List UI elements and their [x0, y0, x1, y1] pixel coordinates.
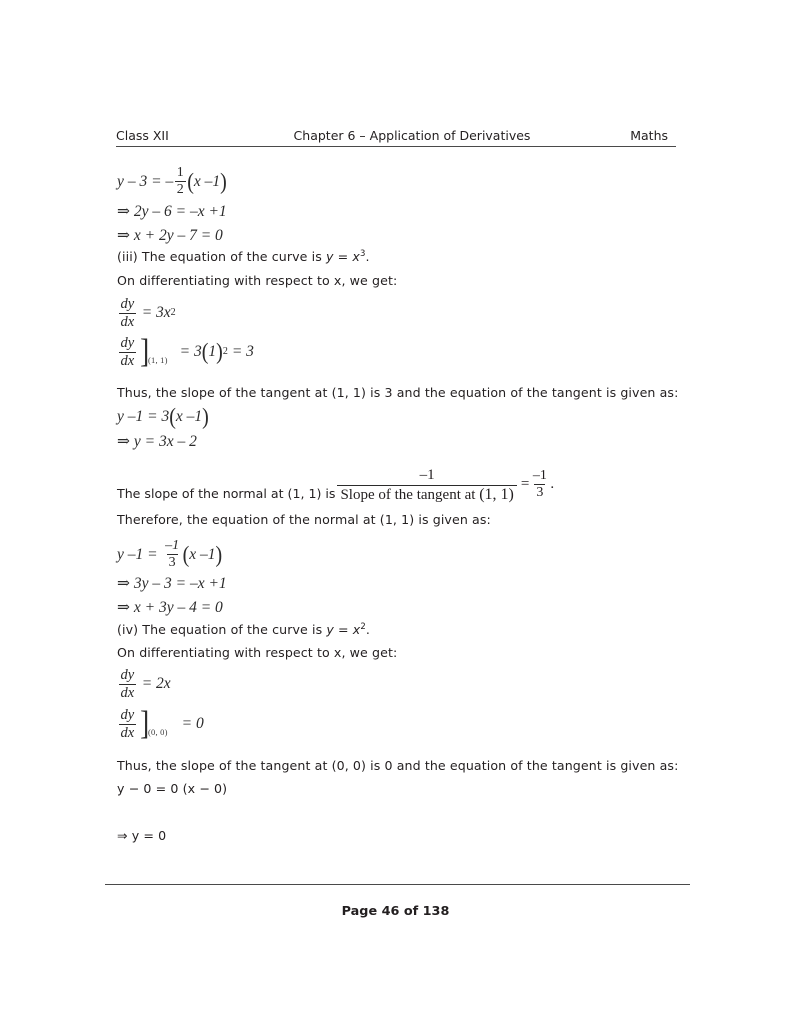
bracket-right-icon: ]: [139, 332, 149, 370]
part-iv-eval-rhs: = 0: [181, 715, 204, 732]
tangent-eq1-lhs: y –1 = 3: [117, 408, 170, 425]
part-iv-derivative: [117, 668, 171, 700]
part-iv-slope-sentence: [117, 758, 678, 774]
normal-eq1-paren: x –1: [189, 545, 216, 563]
part-iii-derivative: $\frac{dy}{dx}$ = 3x 2: [120, 296, 176, 330]
evaluation-bracket: [139, 704, 168, 742]
normal-result-denominator: 3: [536, 484, 544, 500]
part-iii-normal-equation-3: [117, 598, 223, 617]
eq-prev-line1-minus: – 3 = –: [127, 172, 174, 190]
dy-dx-fraction: [119, 297, 137, 329]
footer-divider: [105, 884, 690, 885]
part-iv-slope-sentence-text: Thus, the slope of the tangent at (0, 0) is 0 and the equation of the tangent is given as:: [117, 758, 679, 773]
bracket-right-icon: ]: [139, 704, 149, 742]
close-paren: ): [202, 404, 209, 430]
normal-result-numerator: –1: [532, 467, 547, 483]
equation-prev-line3: [117, 226, 223, 245]
header-divider: [116, 146, 676, 147]
dy-dx-fraction: [119, 336, 137, 368]
part-iii-slope-sentence-text: Thus, the slope of the tangent at (1, 1) is 3 and the equation of the tangent is given as:: [117, 385, 679, 400]
normal-slope-denominator: [337, 485, 516, 504]
part-iii-intro-var: y: [326, 249, 334, 264]
tangent-eq2-text: ⇒ y = 3x – 2: [117, 433, 197, 450]
derivative-denominator: dx: [120, 352, 135, 369]
part-iv-intro-var: y: [326, 622, 334, 637]
part-iii-differentiate-text: On differentiating with respect to x, we get:: [117, 273, 398, 288]
open-paren: (: [187, 168, 194, 195]
derivative-denominator: dx: [120, 684, 135, 701]
header-subject-label: Maths: [630, 128, 668, 143]
normal-slope-equals: =: [520, 475, 530, 492]
part-iii-slope-sentence: [117, 385, 678, 401]
part-iv-intro-suffix: .: [365, 622, 370, 637]
part-iii-eval-rhs-a: = 3: [179, 343, 202, 360]
part-iii-derivative-rhs: = 3x: [141, 304, 171, 321]
derivative-denominator: dx: [120, 313, 135, 330]
normal-eq1-lhs: y –1 =: [117, 545, 158, 563]
normal-eq1-denominator: 3: [168, 555, 176, 570]
header-chapter-title: Chapter 6 – Application of Derivatives: [293, 128, 531, 143]
part-iii-normal-intro: [117, 512, 491, 528]
part-iv-intro-eq: =: [333, 622, 353, 637]
part-iv-final-equation-text: ⇒ y = 0: [117, 828, 167, 843]
eq-prev-line3-text: ⇒ x + 2y – 7 = 0: [117, 227, 223, 244]
eq-prev-line2-text: ⇒ 2y – 6 = –x +1: [117, 203, 227, 220]
eq-prev-line1-rhs: x –1: [193, 172, 221, 190]
part-iii-normal-slope-line: [117, 468, 554, 502]
normal-slope-denominator-point: (1, 1): [479, 485, 514, 503]
part-iv-derivative-rhs: = 2x: [141, 675, 171, 692]
part-iv-tangent-equation-text: y − 0 = 0 (x − 0): [117, 781, 228, 796]
part-iii-derivative-evaluated: $\frac{dy}{dx}$ ] (1, 1) = 3 ( 1 ) 2 = 3: [120, 332, 254, 370]
normal-slope-lead: The slope of the normal at (1, 1) is: [117, 485, 336, 501]
dy-dx-fraction: [119, 708, 137, 740]
header-class-label: Class XII: [116, 128, 169, 143]
part-iii-normal-intro-text: Therefore, the equation of the normal at (1, 1) is given as:: [117, 512, 491, 527]
normal-slope-fraction: [337, 468, 516, 504]
derivative-numerator: dy: [120, 707, 135, 723]
equation-prev-line1: [117, 166, 227, 197]
open-paren: (: [182, 541, 190, 568]
part-iv-intro-base: x: [352, 622, 361, 637]
part-iv-tangent-equation: [117, 781, 227, 797]
eq-prev-line1-lhs: y: [117, 172, 124, 190]
part-iii-eval-paren-value: 1: [208, 343, 217, 360]
part-iv-derivative-evaluated: [117, 704, 204, 742]
part-iv-intro-prefix: (iv) The equation of the curve is: [117, 622, 327, 637]
part-iii-tangent-equation-1: [117, 404, 209, 430]
fraction-denominator: 2: [176, 182, 184, 197]
part-iii-intro-suffix: .: [365, 249, 370, 264]
part-iii-intro: [117, 249, 370, 265]
normal-slope-period: .: [550, 475, 555, 492]
part-iv-final-equation: [117, 828, 166, 844]
part-iii-intro-exponent: 3: [359, 248, 366, 259]
part-iv-differentiate: [117, 645, 397, 661]
close-paren: ): [215, 541, 223, 568]
equation-prev-line2: [117, 202, 227, 221]
evaluation-point: (1, 1): [148, 355, 168, 366]
normal-slope-result-fraction: [531, 469, 549, 500]
derivative-denominator: dx: [120, 724, 135, 741]
part-iii-tangent-equation-2: [117, 432, 197, 451]
page-header: [116, 128, 676, 143]
normal-slope-denominator-text: Slope of the tangent at: [340, 486, 480, 503]
part-iv-differentiate-text: On differentiating with respect to x, we get:: [117, 645, 398, 660]
open-paren: (: [169, 404, 176, 430]
derivative-numerator: dy: [120, 296, 135, 312]
part-iii-normal-equation-2: [117, 574, 227, 593]
footer-page-number: Page 46 of 138: [341, 904, 450, 919]
part-iii-differentiate: [117, 273, 397, 289]
normal-eq1-numerator: –1: [165, 538, 180, 553]
part-iii-intro-eq: =: [333, 249, 353, 264]
dy-dx-fraction: [119, 668, 137, 700]
normal-slope-numerator: –1: [419, 467, 435, 483]
tangent-eq1-paren: x –1: [175, 408, 203, 425]
part-iv-intro-exponent: 2: [360, 621, 366, 632]
part-iii-intro-prefix: (iii) The equation of the curve is: [117, 249, 326, 264]
fraction-numerator: 1: [176, 165, 184, 180]
normal-eq2-text: ⇒ 3y – 3 = –x +1: [117, 575, 227, 592]
derivative-numerator: dy: [120, 335, 135, 351]
part-iv-intro: [117, 622, 370, 638]
part-iii-eval-rhs-b: = 3: [231, 343, 254, 360]
normal-eq1-fraction: [163, 539, 181, 570]
evaluation-bracket: [139, 332, 168, 370]
evaluation-point: (0, 0): [148, 727, 168, 738]
open-paren: (: [201, 339, 209, 365]
normal-slope-result: [521, 469, 554, 500]
part-iii-normal-equation-1: [117, 539, 222, 570]
fraction-one-half: [175, 166, 186, 197]
close-paren: ): [216, 339, 223, 365]
normal-eq3-text: ⇒ x + 3y – 4 = 0: [117, 599, 223, 616]
close-paren: ): [220, 168, 227, 195]
derivative-numerator: dy: [120, 667, 135, 683]
part-iii-intro-base: x: [352, 249, 360, 264]
